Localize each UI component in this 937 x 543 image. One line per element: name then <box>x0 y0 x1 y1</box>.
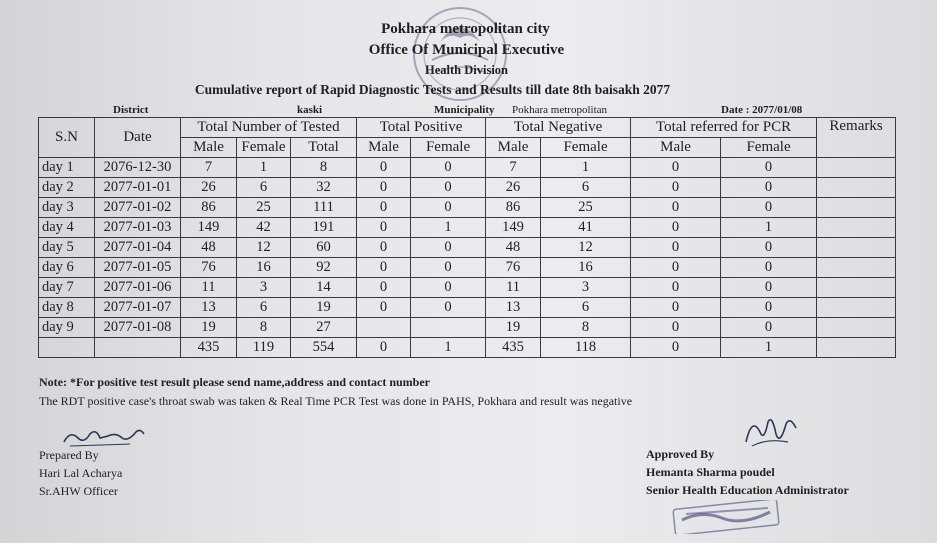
sub-tested-female: Female <box>237 138 291 158</box>
cell-r_f: 1 <box>721 338 817 358</box>
cell-p_m: 0 <box>357 258 411 278</box>
table-row <box>39 278 896 298</box>
cell-n_f: 25 <box>541 198 631 218</box>
cell-n_f: 41 <box>541 218 631 238</box>
cell-t_f: 42 <box>237 218 291 238</box>
cell-n_m: 26 <box>486 178 541 198</box>
cell-n_f: 12 <box>541 238 631 258</box>
table-row <box>39 178 896 198</box>
cell-p_f: 1 <box>411 218 486 238</box>
cell-r_f: 0 <box>721 198 817 218</box>
col-date-header: Date <box>95 118 181 158</box>
cell-n_f: 16 <box>541 258 631 278</box>
cell-n_m: 13 <box>486 298 541 318</box>
cell-t_m: 11 <box>181 278 237 298</box>
col-remarks-header: Remarks <box>817 118 896 158</box>
cell-sn: day 9 <box>39 318 95 338</box>
cell-r_f: 0 <box>721 158 817 178</box>
cell-rem <box>817 198 896 218</box>
cell-n_f: 6 <box>541 178 631 198</box>
cell-t_f: 6 <box>237 178 291 198</box>
cell-t_t: 554 <box>291 338 357 358</box>
approver-title: Senior Health Education Administrator <box>646 483 849 497</box>
cell-r_f: 0 <box>721 278 817 298</box>
cell-t_m: 76 <box>181 258 237 278</box>
cell-date: 2077-01-06 <box>95 278 181 298</box>
col-tested-header: Total Number of Tested <box>181 118 357 138</box>
cell-rem <box>817 318 896 338</box>
municipality-value: Pokhara metropolitan <box>512 104 608 116</box>
cell-r_m: 0 <box>631 218 721 238</box>
table-total-row <box>39 338 896 358</box>
sub-pos-female: Female <box>411 138 486 158</box>
sub-neg-male: Male <box>486 138 541 158</box>
cell-p_f <box>411 318 486 338</box>
note-pcr-result: The RDT positive case's throat swab was taken & Real Time PCR Test was done in PAHS, Pokhara and result was negative <box>39 394 633 408</box>
cell-p_f: 0 <box>411 258 486 278</box>
division-title: Health Division <box>425 63 508 77</box>
table-body <box>39 158 896 358</box>
cell-sn: day 3 <box>39 198 95 218</box>
cell-t_m: 13 <box>181 298 237 318</box>
cell-n_m: 86 <box>486 198 541 218</box>
cell-n_m: 11 <box>486 278 541 298</box>
prepared-by-label: Prepared By <box>39 448 99 462</box>
district-label: District <box>113 104 149 116</box>
cell-n_m: 149 <box>486 218 541 238</box>
note-positive-instruction: Note: *For positive test result please send name,address and contact number <box>39 375 430 389</box>
cell-n_m: 7 <box>486 158 541 178</box>
preparer-name: Hari Lal Acharya <box>39 466 123 480</box>
cell-rem <box>817 258 896 278</box>
cell-t_t: 19 <box>291 298 357 318</box>
cell-t_f: 1 <box>237 158 291 178</box>
cell-t_f: 3 <box>237 278 291 298</box>
cell-r_f: 0 <box>721 178 817 198</box>
cell-sn: day 1 <box>39 158 95 178</box>
sub-pos-male: Male <box>357 138 411 158</box>
cell-p_f: 0 <box>411 238 486 258</box>
cell-p_m <box>357 318 411 338</box>
cell-rem <box>817 298 896 318</box>
cell-t_m: 19 <box>181 318 237 338</box>
cell-n_f: 6 <box>541 298 631 318</box>
office-name-title: Office Of Municipal Executive <box>368 42 565 58</box>
table-row <box>39 258 896 278</box>
cell-p_m: 0 <box>357 198 411 218</box>
cell-t_m: 86 <box>181 198 237 218</box>
col-sn-header: S.N <box>39 118 95 158</box>
cell-date: 2077-01-08 <box>95 318 181 338</box>
district-value: kaski <box>297 104 323 116</box>
cell-sn: day 8 <box>39 298 95 318</box>
cell-r_f: 0 <box>721 318 817 338</box>
report-date: Date : 2077/01/08 <box>721 104 803 116</box>
cell-t_f: 12 <box>237 238 291 258</box>
cell-t_t: 111 <box>291 198 357 218</box>
cell-n_f: 8 <box>541 318 631 338</box>
cell-n_f: 1 <box>541 158 631 178</box>
cell-p_f: 0 <box>411 298 486 318</box>
cell-t_m: 48 <box>181 238 237 258</box>
cell-p_m: 0 <box>357 158 411 178</box>
table-row <box>39 198 896 218</box>
table-row <box>39 158 896 178</box>
cell-t_t: 191 <box>291 218 357 238</box>
table-row <box>39 218 896 238</box>
cell-t_m: 435 <box>181 338 237 358</box>
cell-date: 2077-01-07 <box>95 298 181 318</box>
cell-date: 2077-01-04 <box>95 238 181 258</box>
report-title: Cumulative report of Rapid Diagnostic Tests and Results till date 8th baisakh 2077 <box>194 82 671 97</box>
cell-t_f: 6 <box>237 298 291 318</box>
cell-p_m: 0 <box>357 278 411 298</box>
cell-p_f: 1 <box>411 338 486 358</box>
cell-date: 2076-12-30 <box>95 158 181 178</box>
cell-t_f: 8 <box>237 318 291 338</box>
cell-rem <box>817 278 896 298</box>
table-header-row <box>39 118 896 138</box>
cell-r_m: 0 <box>631 298 721 318</box>
cell-n_m: 48 <box>486 238 541 258</box>
cell-t_m: 149 <box>181 218 237 238</box>
cell-n_f: 3 <box>541 278 631 298</box>
approved-by-block <box>646 445 849 499</box>
table-row <box>39 298 896 318</box>
cell-r_f: 0 <box>721 258 817 278</box>
cell-r_m: 0 <box>631 338 721 358</box>
cell-p_f: 0 <box>411 178 486 198</box>
table-row <box>39 238 896 258</box>
municipality-label: Municipality <box>434 104 495 116</box>
cell-date: 2077-01-02 <box>95 198 181 218</box>
cell-t_t: 32 <box>291 178 357 198</box>
col-pcr-header: Total referred for PCR <box>631 118 817 138</box>
cell-r_m: 0 <box>631 318 721 338</box>
cell-t_f: 25 <box>237 198 291 218</box>
cell-sn: day 2 <box>39 178 95 198</box>
col-positive-header: Total Positive <box>357 118 486 138</box>
cell-t_m: 26 <box>181 178 237 198</box>
cell-sn: day 7 <box>39 278 95 298</box>
preparer-title: Sr.AHW Officer <box>39 484 118 498</box>
cell-rem <box>817 218 896 238</box>
cell-rem <box>817 238 896 258</box>
cell-n_m: 435 <box>486 338 541 358</box>
cell-p_m: 0 <box>357 238 411 258</box>
office-city-title: Pokhara metropolitan city <box>381 21 550 37</box>
sub-neg-female: Female <box>541 138 631 158</box>
cell-r_f: 0 <box>721 238 817 258</box>
cell-sn <box>39 338 95 358</box>
cell-p_m: 0 <box>357 338 411 358</box>
sub-pcr-female: Female <box>721 138 817 158</box>
cell-p_f: 0 <box>411 198 486 218</box>
cell-t_t: 92 <box>291 258 357 278</box>
sub-pcr-male: Male <box>631 138 721 158</box>
cell-date: 2077-01-01 <box>95 178 181 198</box>
cell-p_m: 0 <box>357 218 411 238</box>
cell-rem <box>817 178 896 198</box>
cell-t_m: 7 <box>181 158 237 178</box>
cell-date: 2077-01-05 <box>95 258 181 278</box>
approved-by-label: Approved By <box>646 447 715 461</box>
cell-date <box>95 338 181 358</box>
cell-r_m: 0 <box>631 258 721 278</box>
cell-p_m: 0 <box>357 178 411 198</box>
cell-t_t: 60 <box>291 238 357 258</box>
cell-r_f: 0 <box>721 298 817 318</box>
cell-t_t: 8 <box>291 158 357 178</box>
prepared-by-block <box>39 446 122 500</box>
cell-r_m: 0 <box>631 238 721 258</box>
table-row <box>39 318 896 338</box>
cell-r_m: 0 <box>631 278 721 298</box>
sub-tested-total: Total <box>291 138 357 158</box>
cell-r_m: 0 <box>631 178 721 198</box>
approver-name: Hemanta Sharma poudel <box>646 465 775 479</box>
cell-p_m: 0 <box>357 298 411 318</box>
cell-t_f: 119 <box>237 338 291 358</box>
cell-sn: day 4 <box>39 218 95 238</box>
rdt-report-table <box>38 117 896 358</box>
cell-rem <box>817 338 896 358</box>
cell-t_f: 16 <box>237 258 291 278</box>
cell-n_m: 76 <box>486 258 541 278</box>
cell-r_m: 0 <box>631 198 721 218</box>
col-negative-header: Total Negative <box>486 118 631 138</box>
cell-rem <box>817 158 896 178</box>
cell-r_m: 0 <box>631 158 721 178</box>
cell-p_f: 0 <box>411 158 486 178</box>
cell-r_f: 1 <box>721 218 817 238</box>
cell-t_t: 27 <box>291 318 357 338</box>
cell-n_m: 19 <box>486 318 541 338</box>
cell-p_f: 0 <box>411 278 486 298</box>
office-stamp-icon <box>672 500 782 534</box>
cell-sn: day 5 <box>39 238 95 258</box>
cell-n_f: 118 <box>541 338 631 358</box>
sub-tested-male: Male <box>181 138 237 158</box>
cell-date: 2077-01-03 <box>95 218 181 238</box>
cell-sn: day 6 <box>39 258 95 278</box>
cell-t_t: 14 <box>291 278 357 298</box>
